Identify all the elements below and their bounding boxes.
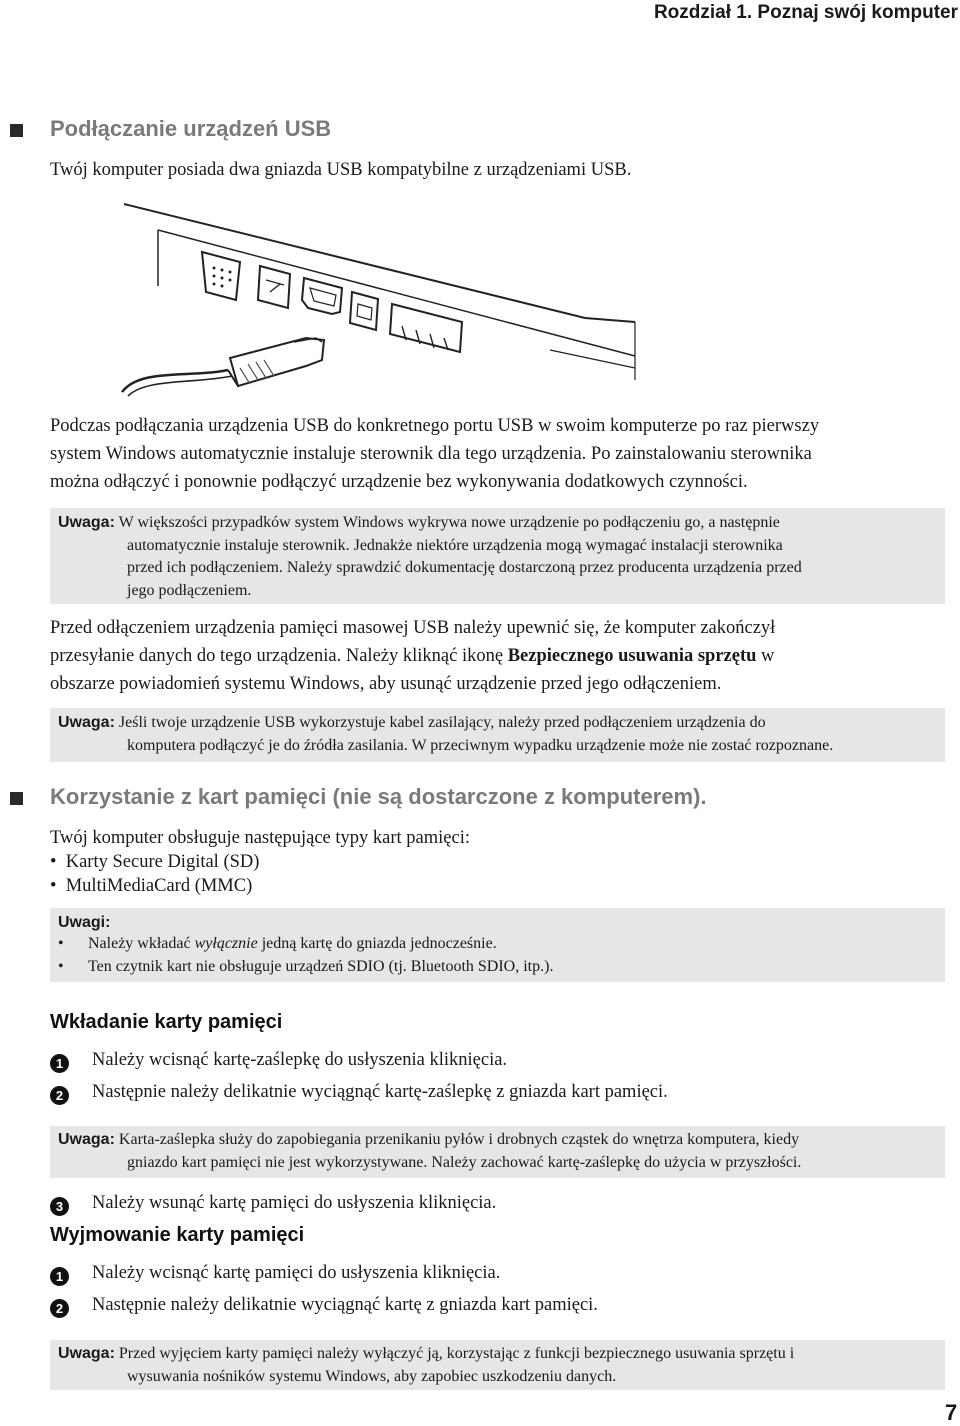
list-item: • Ten czytnik kart nie obsługuje urządzeń SDIO (tj. Bluetooth SDIO, itp.).	[58, 956, 553, 979]
card-types-list	[50, 848, 259, 900]
note-text: Karta-zaślepka służy do zapobiegania przenikaniu pyłów i drobnych cząstek do wnętrza komputera, kiedy	[118, 1131, 800, 1148]
note-label: Uwaga:	[58, 1345, 115, 1362]
insert-card-heading: Wkładanie karty pamięci	[50, 1011, 283, 1033]
section-title-usb: Podłączanie urządzeń USB	[50, 116, 332, 141]
note-box-dummy-card	[50, 1126, 945, 1178]
note-label: Uwaga:	[58, 714, 115, 731]
list-item: • Należy wkładać wyłącznie jedną kartę do gniazda jednocześnie.	[58, 933, 553, 956]
note-text: wysuwania nośników systemu Windows, aby zapobiec uszkodzeniu danych.	[127, 1367, 617, 1385]
note-label: Uwaga:	[58, 1131, 115, 1148]
note-text: Przed wyjęciem karty pamięci należy wyłączyć ją, korzystając z funkcji bezpiecznego usuwania sprzętu i	[118, 1345, 795, 1362]
step-text: Następnie należy delikatnie wyciągnąć kartę-zaślepkę z gniazda kart pamięci.	[92, 1082, 668, 1102]
section-bullet-icon	[10, 792, 23, 805]
note-box-safe-removal	[50, 1340, 945, 1390]
note-text: W większości przypadków system Windows wykrywa nowe urządzenie po podłączeniu go, a następnie	[118, 514, 780, 531]
page-number: 7	[945, 1400, 958, 1425]
paragraph-text: przesyłanie danych do tego urządzenia. Należy kliknąć ikonę	[50, 646, 508, 666]
usb-ports-illustration	[110, 200, 640, 400]
note-text: gniazdo kart pamięci nie jest wykorzystywane. Należy zachować kartę-zaślepkę do użycia w przyszłości.	[127, 1153, 802, 1171]
paragraph-line: obszarze powiadomień systemu Windows, aby usunąć urządzenie przed jego odłączeniem.	[50, 674, 722, 694]
notes-label: Uwagi:	[58, 914, 111, 931]
paragraph-line: Podczas podłączania urządzenia USB do konkretnego portu USB w swoim komputerze po raz pierwszy	[50, 416, 820, 436]
step-text: Następnie należy delikatnie wyciągnąć kartę z gniazda kart pamięci.	[92, 1295, 598, 1315]
paragraph-text: w	[756, 646, 775, 666]
usb-removal-paragraph	[50, 614, 775, 698]
step-number-icon: 1	[50, 1267, 69, 1286]
step-number-icon: 2	[50, 1299, 69, 1318]
paragraph-line: można odłączyć i ponownie podłączyć urządzenie bez wykonywania dodatkowych czynności.	[50, 472, 748, 492]
note-text: jego podłączeniem.	[127, 581, 252, 599]
note-box-usb-power	[50, 708, 945, 762]
usb-driver-paragraph	[50, 412, 819, 496]
note-text: przed ich podłączeniem. Należy sprawdzić dokumentację dostarczoną przez producenta urządzenia przed	[127, 559, 802, 576]
section-bullet-icon	[10, 124, 23, 137]
paragraph-line: Przed odłączeniem urządzenia pamięci masowej USB należy upewnić się, że komputer zakończył	[50, 618, 776, 638]
list-item: • MultiMediaCard (MMC)	[50, 876, 253, 896]
remove-card-heading: Wyjmowanie karty pamięci	[50, 1224, 305, 1246]
step-text: Należy wcisnąć kartę-zaślepkę do usłyszenia kliknięcia.	[92, 1050, 508, 1070]
safely-remove-hardware-term: Bezpiecznego usuwania sprzętu	[507, 646, 757, 666]
notes-box-card-reader	[50, 908, 945, 982]
bullet-icon: •	[58, 935, 64, 952]
note-label: Uwaga:	[58, 514, 115, 531]
step-number-icon: 2	[50, 1086, 69, 1105]
chapter-header: Rozdział 1. Poznaj swój komputer	[653, 2, 958, 23]
step-text: Należy wsunąć kartę pamięci do usłyszenia kliknięcia.	[92, 1193, 497, 1213]
list-item: • Karty Secure Digital (SD)	[50, 852, 260, 872]
step-number-icon: 3	[50, 1197, 69, 1216]
note-box-usb-detection	[50, 508, 945, 604]
paragraph-line: system Windows automatycznie instaluje sterownik dla tego urządzenia. Po zainstalowaniu sterownika	[50, 444, 812, 464]
step-text: Należy wcisnąć kartę pamięci do usłyszenia kliknięcia.	[92, 1263, 501, 1283]
vga-port	[202, 252, 240, 300]
section-title-memory-cards: Korzystanie z kart pamięci (nie są dostarczone z komputerem).	[50, 784, 707, 809]
note-text: komputera podłączyć je do źródła zasilania. W przeciwnym wypadku urządzenie może nie zostać rozpoznane.	[127, 736, 834, 754]
note-text: automatycznie instaluje sterownik. Jednakże niektóre urządzenia mogą wymagać instalacji sterownika	[127, 536, 783, 554]
note-text: Jeśli twoje urządzenie USB wykorzystuje kabel zasilający, należy przed podłączeniem urządzenia do	[118, 714, 766, 731]
step-number-icon: 1	[50, 1054, 69, 1073]
usb-intro: Twój komputer posiada dwa gniazda USB kompatybilne z urządzeniami USB.	[50, 160, 632, 180]
usb-plug	[122, 338, 324, 396]
cards-intro: Twój komputer obsługuje następujące typy kart pamięci:	[50, 828, 470, 848]
bullet-icon: •	[58, 957, 64, 975]
